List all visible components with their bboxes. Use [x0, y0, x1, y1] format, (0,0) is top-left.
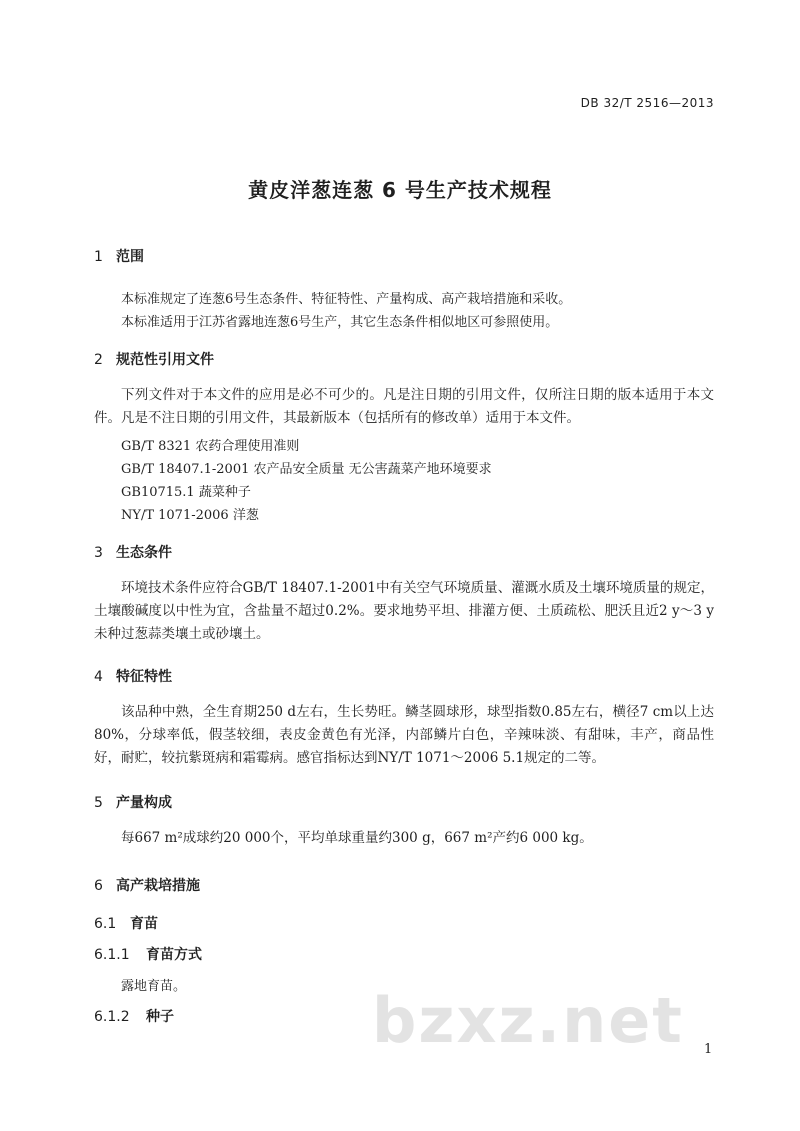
reference-item: GB/T 8321 农药合理使用准则 — [121, 439, 300, 454]
section-5-heading — [94, 792, 172, 812]
section-2-heading — [94, 349, 214, 369]
section-title: 特征特性 — [116, 669, 172, 685]
section-6-heading — [94, 875, 200, 895]
section-1-line-1: 本标准规定了连葱6号生态条件、特征特性、产量构成、高产栽培措施和采收。 — [121, 292, 572, 307]
section-number: 6.1.2 — [94, 1009, 130, 1025]
reference-item: GB10715.1 蔬菜种子 — [121, 485, 251, 500]
section-title: 产量构成 — [116, 795, 172, 811]
section-title: 生态条件 — [116, 545, 172, 561]
section-number: 2 — [94, 352, 103, 368]
section-4-paragraph: 该品种中熟，全生育期250 d左右，生长势旺。鳞茎圆球形，球型指数0.85左右，横径7 cm以上达80%，分球率低，假茎较细，表皮金黄色有光泽，内部鳞片白色，辛辣味淡、有甜味，丰产，商品性好，耐贮，较抗紫斑病和霜霉病。感官指标达到NY/T 1071～2006 5.1规定的二等。 — [94, 704, 714, 766]
reference-item: GB/T 18407.1-2001 农产品安全质量 无公害蔬菜产地环境要求 — [121, 462, 492, 477]
section-title: 种子 — [146, 1009, 174, 1025]
section-4-heading — [94, 666, 172, 686]
section-3-paragraph: 环境技术条件应符合GB/T 18407.1-2001中有关空气环境质量、灌溉水质及土壤环境质量的规定，土壤酸碱度以中性为宜，含盐量不超过0.2%。要求地势平坦、排灌方便、土质疏松、肥沃且近2 y～3 y未种过葱蒜类壤土或砂壤土。 — [94, 580, 714, 642]
section-title: 育苗 — [130, 916, 158, 932]
section-3-heading — [94, 542, 172, 562]
section-5-paragraph: 每667 m²成球约20 000个，平均单球重量约300 g，667 m²产约6 000 kg。 — [121, 830, 593, 846]
section-number: 4 — [94, 669, 103, 685]
document-title: 黄皮洋葱连葱 6 号生产技术规程 — [248, 178, 552, 202]
section-number: 6.1.1 — [94, 947, 130, 963]
section-title: 范围 — [116, 249, 144, 265]
section-6-1-1-heading — [94, 944, 202, 964]
section-6-1-heading — [94, 913, 158, 933]
page-number: 1 — [704, 1042, 713, 1057]
reference-item: NY/T 1071-2006 洋葱 — [121, 508, 259, 523]
section-6-1-1-text: 露地育苗。 — [121, 979, 187, 994]
section-number: 6.1 — [94, 916, 117, 932]
section-1-heading — [94, 246, 144, 266]
section-title: 规范性引用文件 — [116, 352, 214, 368]
section-title: 育苗方式 — [146, 947, 202, 963]
section-title: 高产栽培措施 — [116, 878, 200, 894]
document-code: DB 32/T 2516—2013 — [580, 96, 714, 110]
section-number: 3 — [94, 545, 103, 561]
section-number: 6 — [94, 878, 103, 894]
section-number: 5 — [94, 795, 103, 811]
section-1-line-2: 本标准适用于江苏省露地连葱6号生产，其它生态条件相似地区可参照使用。 — [121, 315, 559, 330]
section-2-paragraph: 下列文件对于本文件的应用是必不可少的。凡是注日期的引用文件，仅所注日期的版本适用于本文件。凡是不注日期的引用文件，其最新版本（包括所有的修改单）适用于本文件。 — [94, 387, 714, 426]
watermark: bzxz.net — [372, 984, 684, 1057]
section-number: 1 — [94, 249, 103, 265]
section-6-1-2-heading — [94, 1006, 174, 1026]
